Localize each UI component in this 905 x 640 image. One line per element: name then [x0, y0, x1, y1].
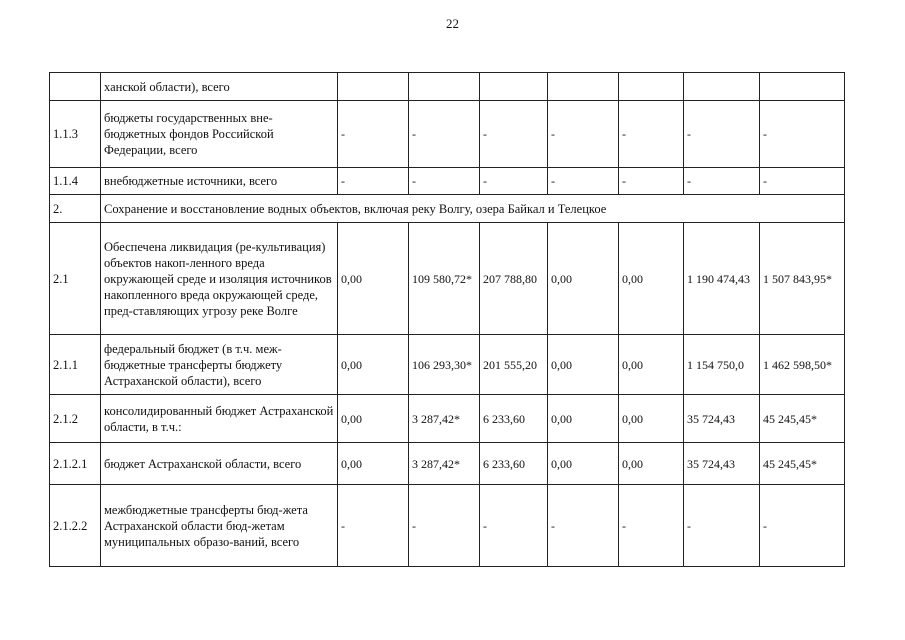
- row-name: Обеспечена ликвидация (ре-культивация) объектов накоп-ленного вреда окружающей среде и изоляция источников накопленного вреда окружающей среде, пред-ставляющих угрозу реке Волге: [101, 223, 338, 335]
- value-cell: -: [619, 101, 684, 168]
- table-row: [50, 73, 845, 101]
- row-name: консолидированный бюджет Астраханской области, в т.ч.:: [101, 395, 338, 443]
- value-cell: -: [684, 485, 760, 567]
- value-cell: -: [619, 168, 684, 195]
- value-cell: 0,00: [619, 335, 684, 395]
- value-cell: [548, 73, 619, 101]
- value-cell: 0,00: [548, 443, 619, 485]
- table-row: [50, 395, 845, 443]
- value-cell: 45 245,45*: [760, 395, 845, 443]
- value-cell: 201 555,20: [480, 335, 548, 395]
- value-cell: -: [338, 485, 409, 567]
- value-cell: -: [760, 168, 845, 195]
- row-name: межбюджетные трансферты бюд-жета Астраханской области бюд-жетам муниципальных образо-ваний, всего: [101, 485, 338, 567]
- row-number: 2.: [50, 195, 101, 223]
- value-cell: -: [548, 485, 619, 567]
- value-cell: -: [480, 168, 548, 195]
- budget-table: [49, 72, 845, 567]
- table-row: [50, 223, 845, 335]
- value-cell: 0,00: [548, 395, 619, 443]
- value-cell: -: [760, 485, 845, 567]
- value-cell: [480, 73, 548, 101]
- value-cell: 0,00: [338, 443, 409, 485]
- value-cell: 109 580,72*: [409, 223, 480, 335]
- row-name: ханской области), всего: [101, 73, 338, 101]
- value-cell: 1 462 598,50*: [760, 335, 845, 395]
- table-row: [50, 101, 845, 168]
- value-cell: [338, 73, 409, 101]
- value-cell: 0,00: [619, 223, 684, 335]
- value-cell: 35 724,43: [684, 395, 760, 443]
- row-number: 2.1.2.1: [50, 443, 101, 485]
- value-cell: -: [684, 101, 760, 168]
- value-cell: -: [684, 168, 760, 195]
- page-number: 22: [446, 16, 459, 31]
- value-cell: 207 788,80: [480, 223, 548, 335]
- row-number: 1.1.4: [50, 168, 101, 195]
- value-cell: 1 190 474,43: [684, 223, 760, 335]
- row-name: бюджет Астраханской области, всего: [101, 443, 338, 485]
- value-cell: [619, 73, 684, 101]
- row-name: федеральный бюджет (в т.ч. меж-бюджетные трансферты бюджету Астраханской области), всего: [101, 335, 338, 395]
- value-cell: -: [480, 101, 548, 168]
- value-cell: 35 724,43: [684, 443, 760, 485]
- value-cell: 0,00: [338, 395, 409, 443]
- value-cell: -: [548, 101, 619, 168]
- value-cell: 0,00: [338, 223, 409, 335]
- row-name: внебюджетные источники, всего: [101, 168, 338, 195]
- row-number: 2.1.1: [50, 335, 101, 395]
- value-cell: 1 154 750,0: [684, 335, 760, 395]
- value-cell: -: [760, 101, 845, 168]
- value-cell: -: [548, 168, 619, 195]
- value-cell: -: [338, 101, 409, 168]
- value-cell: 106 293,30*: [409, 335, 480, 395]
- value-cell: 1 507 843,95*: [760, 223, 845, 335]
- value-cell: 6 233,60: [480, 395, 548, 443]
- row-number: 2.1.2: [50, 395, 101, 443]
- row-number: 2.1.2.2: [50, 485, 101, 567]
- value-cell: 0,00: [548, 223, 619, 335]
- row-number: 2.1: [50, 223, 101, 335]
- value-cell: 6 233,60: [480, 443, 548, 485]
- value-cell: -: [480, 485, 548, 567]
- table-row: [50, 335, 845, 395]
- table-row: [50, 485, 845, 567]
- row-number: 1.1.3: [50, 101, 101, 168]
- value-cell: -: [409, 485, 480, 567]
- value-cell: 0,00: [338, 335, 409, 395]
- value-cell: -: [409, 168, 480, 195]
- section-row: [50, 195, 845, 223]
- row-name: бюджеты государственных вне-бюджетных фондов Российской Федерации, всего: [101, 101, 338, 168]
- value-cell: [760, 73, 845, 101]
- value-cell: -: [619, 485, 684, 567]
- value-cell: 0,00: [619, 395, 684, 443]
- value-cell: -: [338, 168, 409, 195]
- value-cell: 45 245,45*: [760, 443, 845, 485]
- value-cell: 3 287,42*: [409, 395, 480, 443]
- table-row: [50, 168, 845, 195]
- table-row: [50, 443, 845, 485]
- value-cell: [684, 73, 760, 101]
- row-number: [50, 73, 101, 101]
- value-cell: 0,00: [619, 443, 684, 485]
- section-title: Сохранение и восстановление водных объектов, включая реку Волгу, озера Байкал и Телецкое: [101, 195, 845, 223]
- value-cell: 3 287,42*: [409, 443, 480, 485]
- value-cell: -: [409, 101, 480, 168]
- value-cell: 0,00: [548, 335, 619, 395]
- value-cell: [409, 73, 480, 101]
